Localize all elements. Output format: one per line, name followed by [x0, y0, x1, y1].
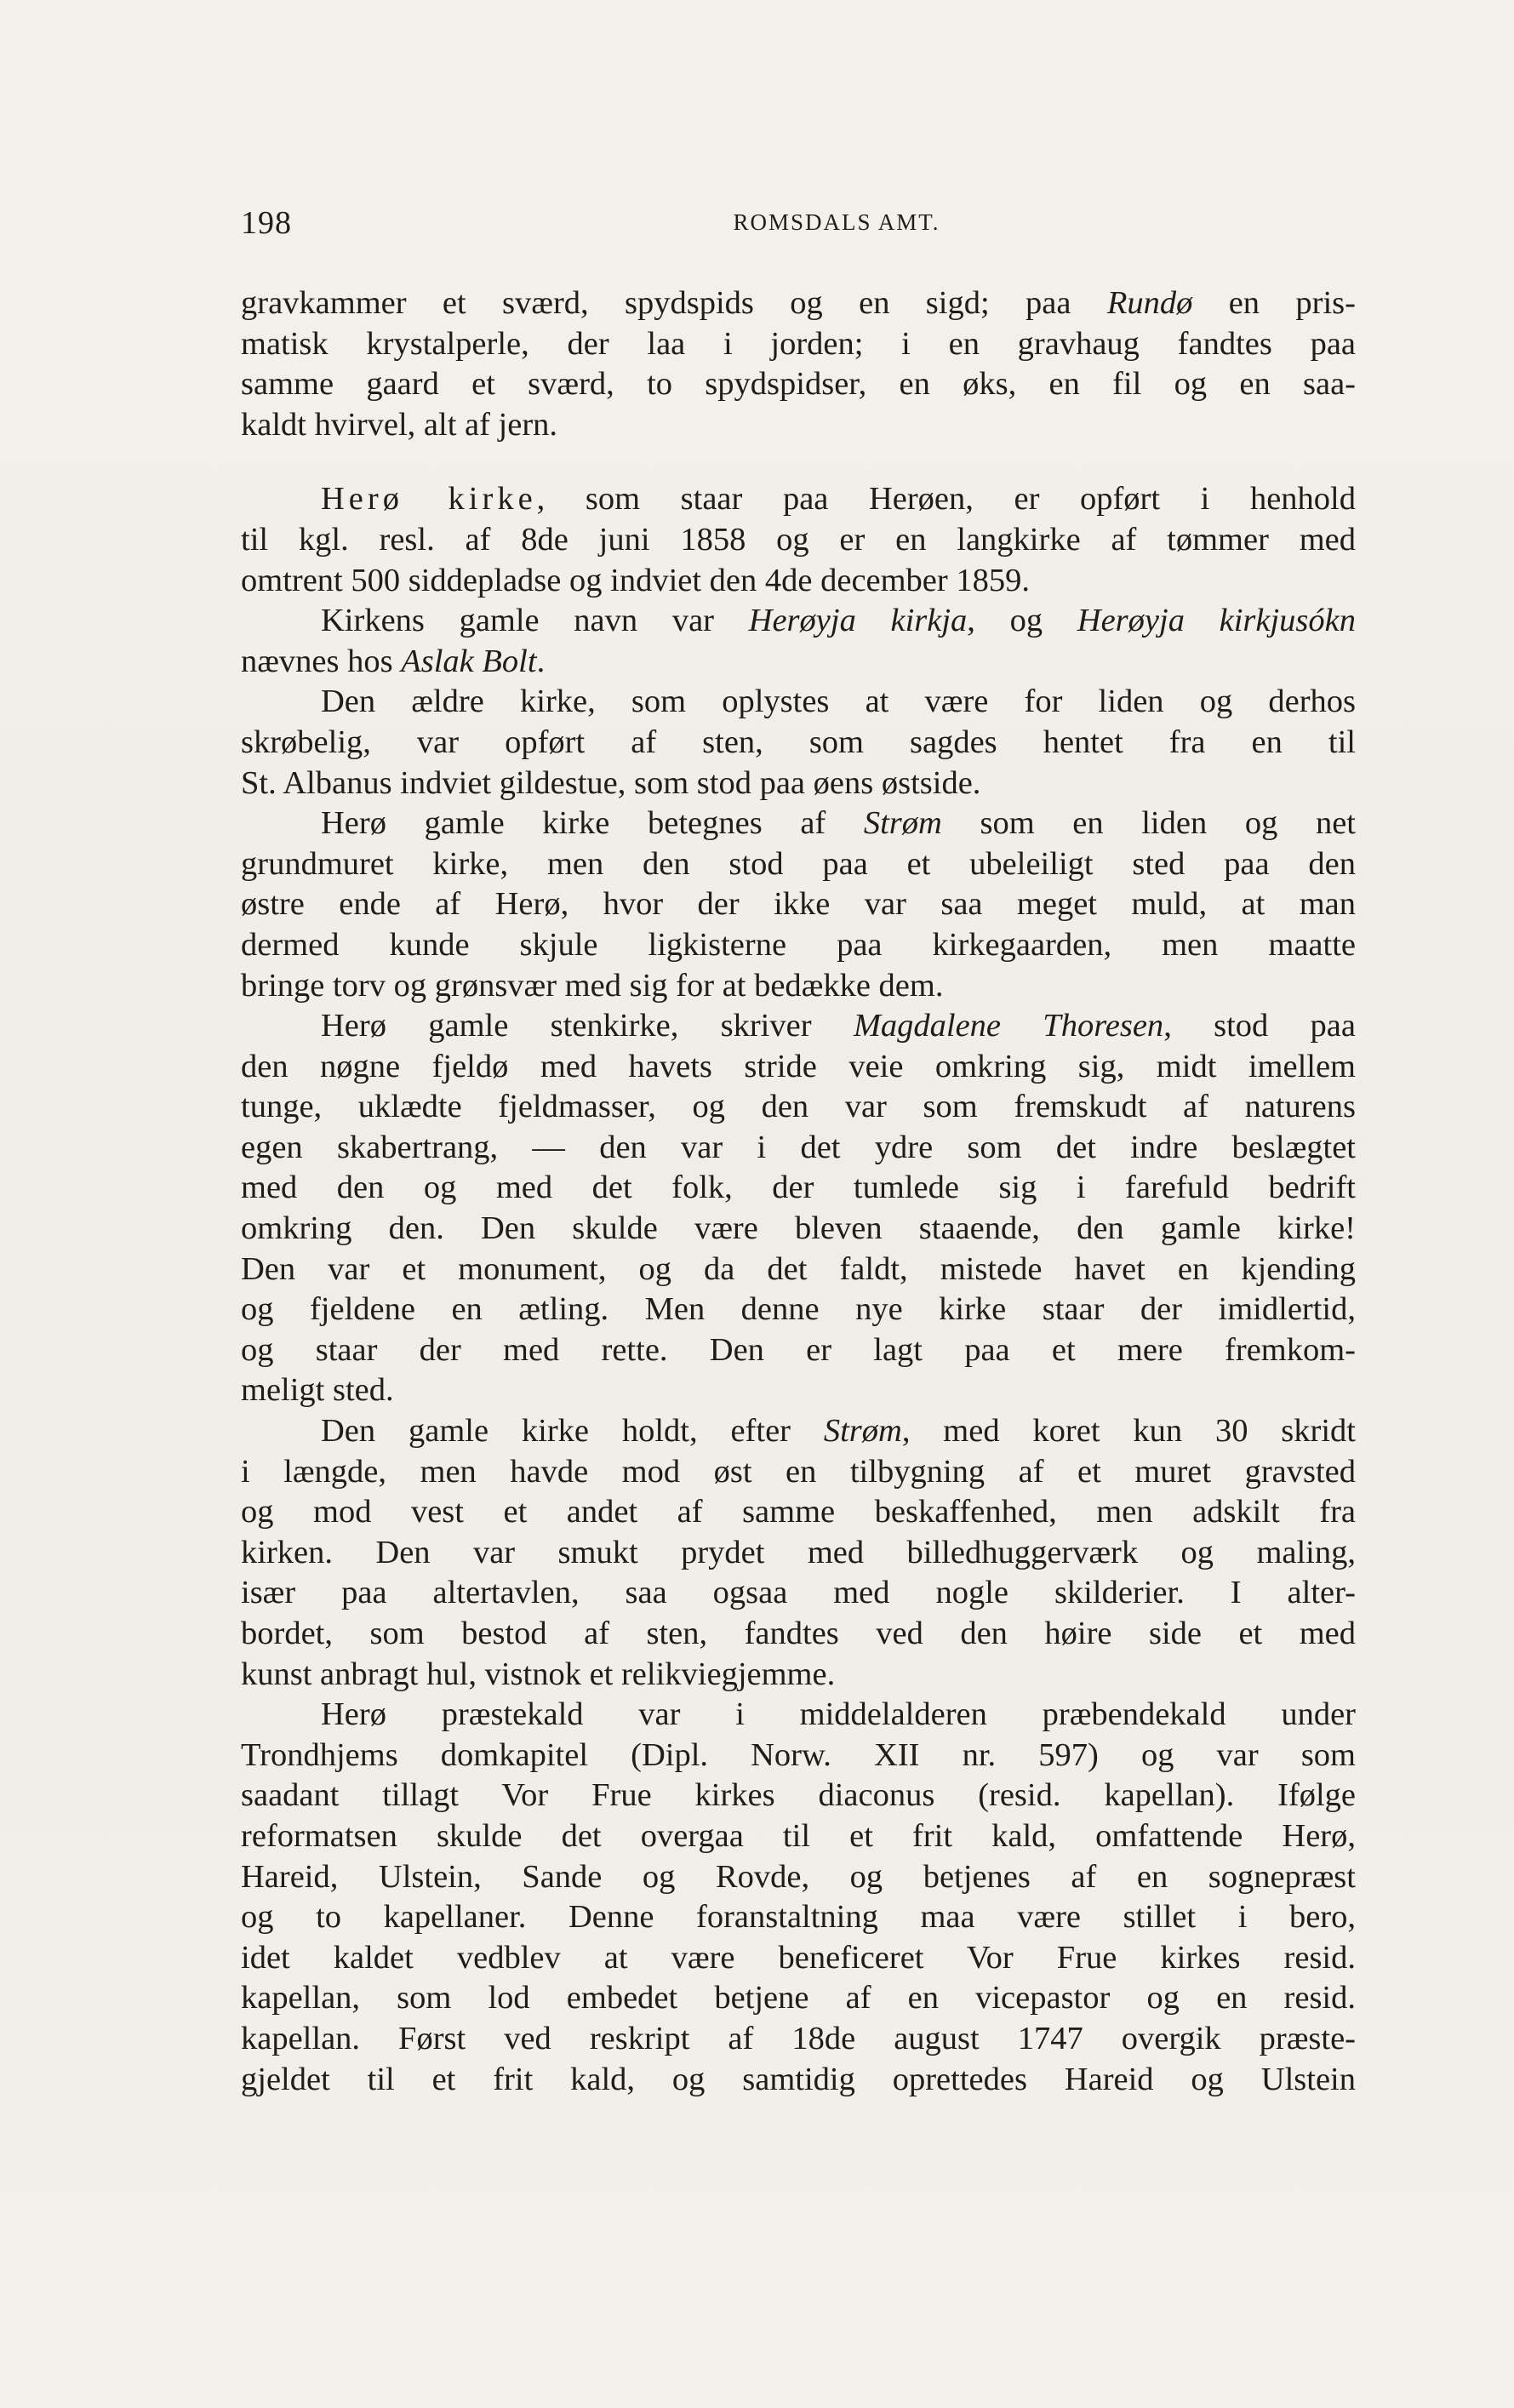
text-line: samme gaard et sværd, to spydspidser, en øks, en fil og en saa- — [241, 366, 1356, 403]
text-line: kirken. Den var smukt prydet med billedhuggerværk og maling, — [241, 1534, 1356, 1570]
text-line: Den var et monument, og da det faldt, mistede havet en kjending — [241, 1250, 1356, 1287]
text-line: St. Albanus indviet gildestue, som stod paa øens østside. — [241, 764, 981, 801]
text-line: reformatsen skulde det overgaa til et frit kald, omfattende Herø, — [241, 1817, 1356, 1854]
text-line: kapellan, som lod embedet betjene af en vicepastor og en resid. — [241, 1980, 1356, 2016]
text-line: meligt sted. — [241, 1372, 394, 1409]
running-head: ROMSDALS AMT. — [733, 209, 940, 235]
text-line: Herø gamle stenkirke, skriver Magdalene Thoresen, stod paa — [321, 1008, 1356, 1044]
text-line: Den gamle kirke holdt, efter Strøm, med koret kun 30 skridt — [321, 1413, 1356, 1450]
text-line: i længde, men havde mod øst en tilbygning af et muret gravsted — [241, 1453, 1356, 1490]
text-line: dermed kunde skjule ligkisterne paa kirkegaarden, men maatte — [241, 926, 1356, 963]
text-line: saadant tillagt Vor Frue kirkes diaconus (resid. kapellan). Ifølge — [241, 1777, 1356, 1814]
text-line: kapellan. Først ved reskript af 18de august 1747 overgik præste- — [241, 2020, 1356, 2056]
text-line: og fjeldene en ætling. Men denne nye kirke staar der imidlertid, — [241, 1291, 1356, 1328]
text-line: østre ende af Herø, hvor der ikke var saa meget muld, at man — [241, 886, 1356, 923]
text-line: tunge, uklædte fjeldmasser, og den var som fremskudt af naturens — [241, 1089, 1356, 1125]
text-line: Kirkens gamle navn var Herøyja kirkja, og Herøyja kirkjusókn — [321, 603, 1356, 639]
text-line: og to kapellaner. Denne foranstaltning maa være stillet i bero, — [241, 1899, 1356, 1936]
page-header — [241, 204, 1356, 247]
text-line: bordet, som bestod af sten, fandtes ved den høire side et med — [241, 1616, 1356, 1651]
body-text — [241, 283, 1356, 2100]
text-line: til kgl. resl. af 8de juni 1858 og er en langkirke af tømmer med — [241, 521, 1356, 558]
text-line: og mod vest et andet af samme beskaffenhed, men adskilt fra — [241, 1494, 1356, 1530]
text-line: grundmuret kirke, men den stod paa et ubeleiligt sted paa den — [241, 845, 1356, 882]
text-line: skrøbelig, var opført af sten, som sagdes hentet fra en til — [241, 724, 1356, 760]
text-line: nævnes hos Aslak Bolt. — [241, 643, 546, 679]
text-line: gravkammer et sværd, spydspids og en sigd; paa Rundø en pris- — [241, 285, 1356, 321]
text-line: med den og med det folk, der tumlede sig i farefuld bedrift — [241, 1170, 1356, 1206]
text-line: kunst anbragt hul, vistnok et relikviegjemme. — [241, 1656, 836, 1692]
text-line: især paa altertavlen, saa ogsaa med nogle skilderier. I alter- — [241, 1575, 1356, 1611]
text-line: omkring den. Den skulde være bleven staaende, den gamle kirke! — [241, 1210, 1356, 1247]
text-line: matisk krystalperle, der laa i jorden; i en gravhaug fandtes paa — [241, 325, 1356, 362]
text-line: gjeldet til et frit kald, og samtidig oprettedes Hareid og Ulstein — [241, 2061, 1356, 2097]
text-line: Herø gamle kirke betegnes af Strøm som en liden og net — [321, 805, 1356, 842]
text-line: og staar der med rette. Den er lagt paa et mere fremkom- — [241, 1331, 1356, 1368]
text-line: Herø præstekald var i middelalderen præbendekald under — [321, 1696, 1356, 1733]
paragraph-gap — [241, 445, 1356, 479]
text-line: kaldt hvirvel, alt af jern. — [241, 406, 558, 443]
text-line: omtrent 500 siddepladse og indviet den 4de december 1859. — [241, 562, 1030, 598]
text-line: Herø kirke, som staar paa Herøen, er opført i henhold — [321, 481, 1356, 518]
text-line: egen skabertrang, — den var i det ydre som det indre beslægtet — [241, 1129, 1356, 1165]
text-line: bringe torv og grønsvær med sig for at bedække dem. — [241, 967, 944, 1004]
text-line: Trondhjems domkapitel (Dipl. Norw. XII nr. 597) og var som — [241, 1736, 1356, 1773]
page-number: 198 — [241, 205, 292, 241]
text-line: idet kaldet vedblev at være beneficeret Vor Frue kirkes resid. — [241, 1939, 1356, 1976]
text-line: Hareid, Ulstein, Sande og Rovde, og betjenes af en sognepræst — [241, 1858, 1356, 1895]
text-line: den nøgne fjeldø med havets stride veie omkring sig, midt imellem — [241, 1048, 1356, 1084]
text-line: Den ældre kirke, som oplystes at være for liden og derhos — [321, 684, 1356, 720]
